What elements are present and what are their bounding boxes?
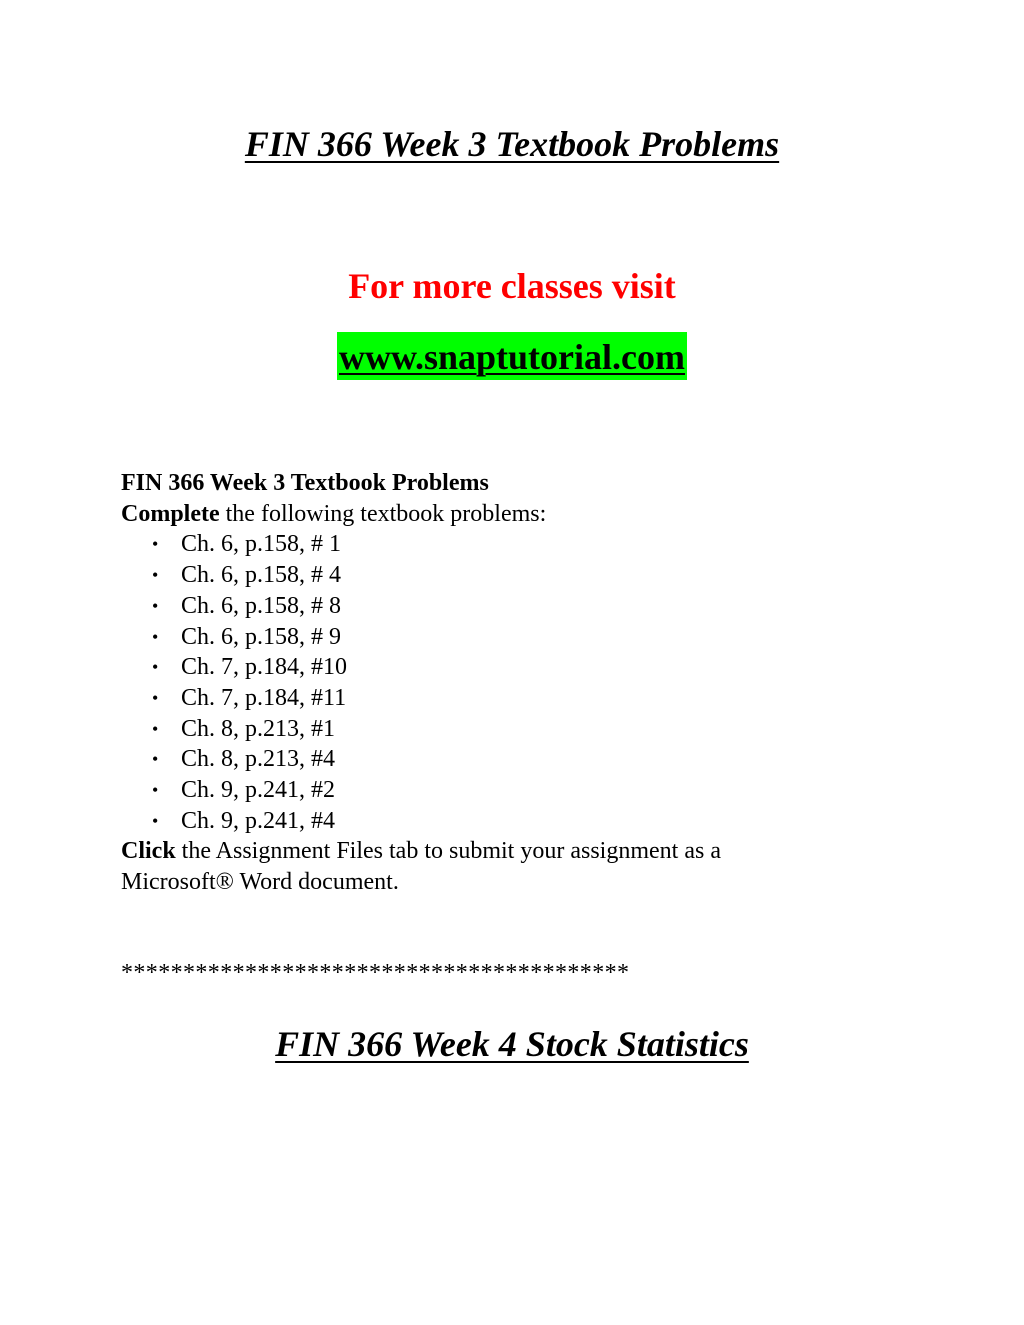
intro-bold: Complete <box>121 500 220 527</box>
list-item <box>121 652 901 683</box>
list-item <box>121 806 901 837</box>
problem-list <box>121 529 901 836</box>
list-item-text: Ch. 9, p.241, #2 <box>181 777 336 804</box>
site-link[interactable]: www.snaptutorial.com <box>337 332 687 380</box>
bullet-icon: • <box>152 810 159 831</box>
outro-line <box>121 836 901 867</box>
list-item <box>121 622 901 653</box>
outro-bold: Click <box>121 838 176 865</box>
bullet-icon: • <box>152 534 159 555</box>
separator: ***************************************** <box>121 960 630 986</box>
list-item-text: Ch. 7, p.184, #11 <box>181 684 347 711</box>
site-link-container <box>0 332 1024 380</box>
list-item <box>121 714 901 745</box>
list-item-text: Ch. 8, p.213, #4 <box>181 746 336 773</box>
bullet-icon: • <box>152 749 159 770</box>
list-item-text: Ch. 8, p.213, #1 <box>181 715 336 742</box>
bullet-icon: • <box>152 595 159 616</box>
list-item <box>121 775 901 806</box>
bullet-icon: • <box>152 718 159 739</box>
intro-rest: the following textbook problems: <box>219 500 547 527</box>
list-item-text: Ch. 6, p.158, # 8 <box>181 592 342 619</box>
list-item-text: Ch. 9, p.241, #4 <box>181 807 336 834</box>
visit-prompt: For more classes visit <box>348 266 676 306</box>
assignment-heading-text: FIN 366 Week 3 Textbook Problems <box>121 470 489 496</box>
bullet-icon: • <box>152 626 159 647</box>
outro-line2: Microsoft® Word document. <box>121 869 399 896</box>
assignment-content <box>121 468 901 898</box>
bullet-icon: • <box>152 565 159 586</box>
list-item-text: Ch. 6, p.158, # 9 <box>181 623 342 650</box>
page-title: FIN 366 Week 3 Textbook Problems <box>244 124 780 164</box>
bullet-icon: • <box>152 657 159 678</box>
assignment-heading <box>121 468 901 499</box>
next-section-title: FIN 366 Week 4 Stock Statistics <box>275 1024 749 1064</box>
bullet-icon: • <box>152 780 159 801</box>
list-item-text: Ch. 6, p.158, # 4 <box>181 562 342 589</box>
outro-line1: the Assignment Files tab to submit your assignment as a <box>175 838 721 865</box>
bullet-icon: • <box>152 687 159 708</box>
list-item <box>121 529 901 560</box>
list-item-text: Ch. 6, p.158, # 1 <box>181 531 342 558</box>
list-item-text: Ch. 7, p.184, #10 <box>181 654 348 681</box>
list-item <box>121 744 901 775</box>
intro-line <box>121 499 901 530</box>
list-item <box>121 560 901 591</box>
list-item <box>121 591 901 622</box>
list-item <box>121 683 901 714</box>
